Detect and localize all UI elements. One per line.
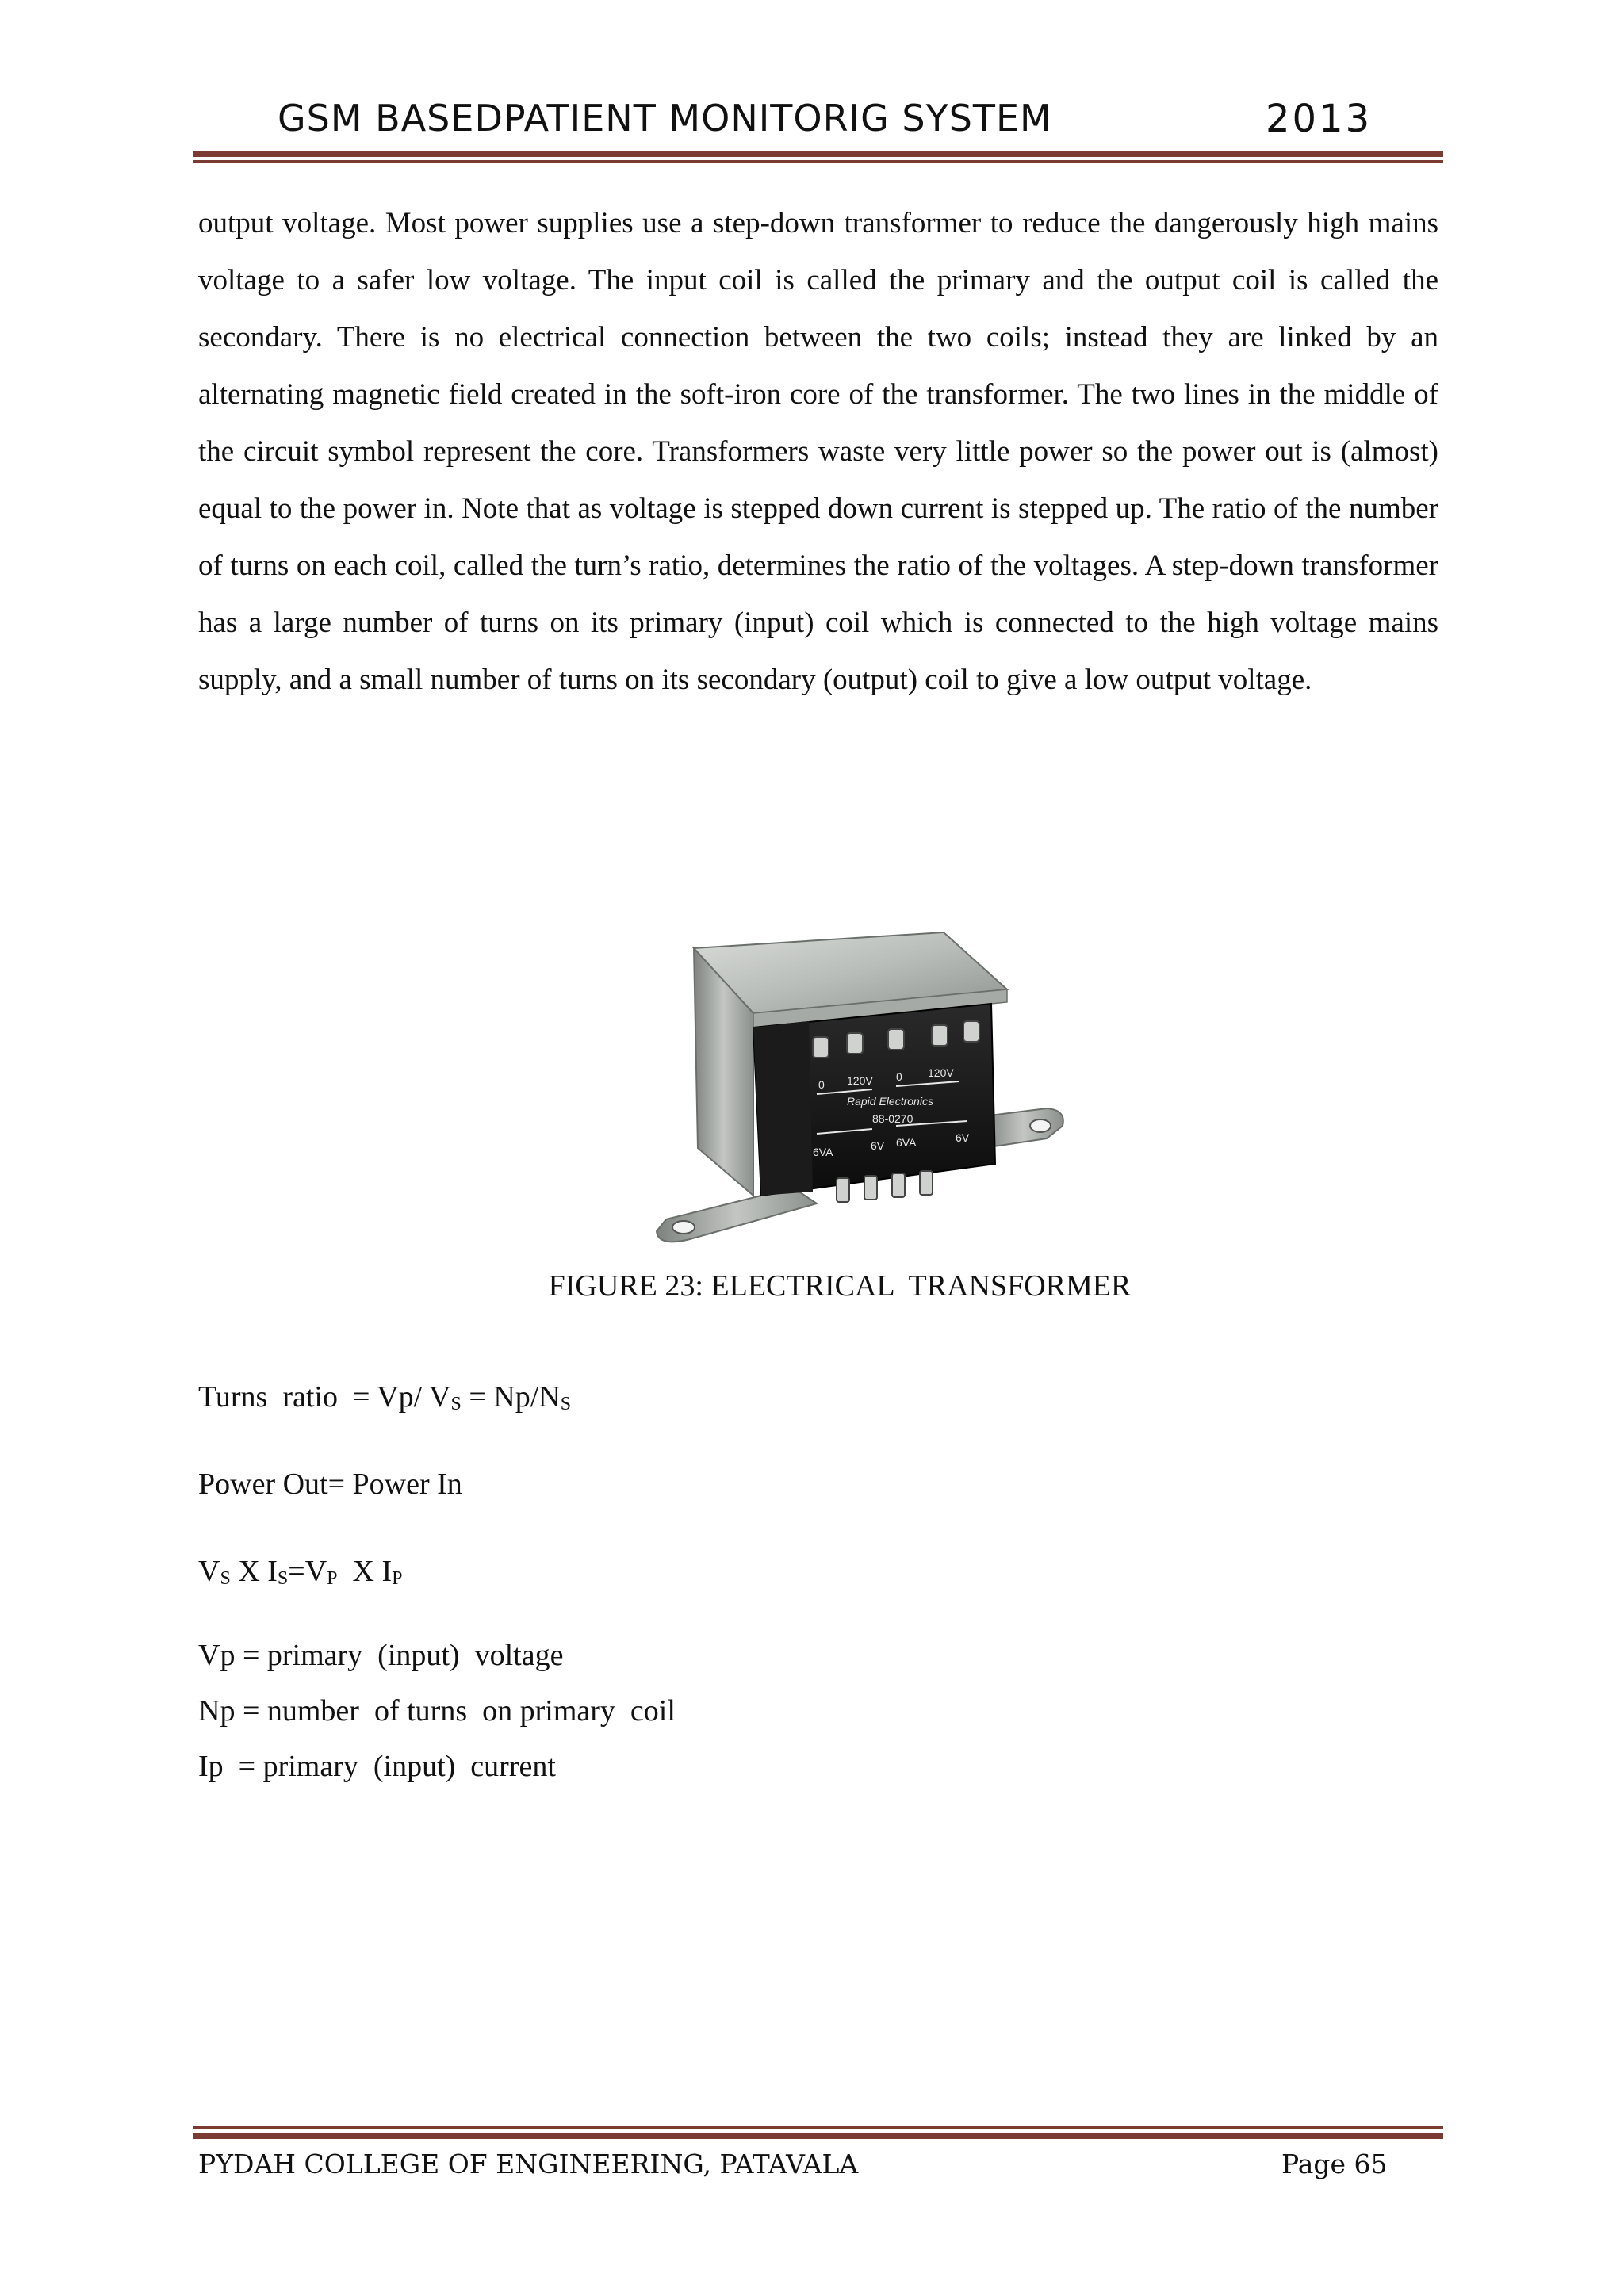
label-6v-left: 6V xyxy=(871,1139,885,1152)
body-paragraph: output voltage. Most power supplies use a step-down transformer to reduce the dangerously high mains voltage to a safer low voltage. The input coil is called the primary and the output coil is called the secondary. There is no electrical connection between the two coils; instead they are linked by an alternating magnetic field created in the soft-iron core of the transformer. The two lines in the middle of the circuit symbol represent the core. Transformers waste very little power so the power out is (almost) equal to the power in. Note that as voltage is stepped down current is stepped up. The ratio of the number of turns on each coil, called the turn’s ratio, determines the ratio of the voltages. A step-down transformer has a large number of turns on its primary (input) coil which is connected to the high voltage mains supply, and a small number of turns on its secondary (output) coil to give a low output voltage. xyxy=(198,207,1438,696)
footer-college: PYDAH COLLEGE OF ENGINEERING, PATAVALA xyxy=(198,2149,859,2179)
definition-ip: Ip = primary (input) current xyxy=(198,1750,556,1783)
transformer-image xyxy=(634,926,1078,1275)
footer-rule-thick xyxy=(193,2133,1443,2139)
definition-np: Np = number of turns on primary coil xyxy=(198,1694,676,1728)
power-formula: Power Out= Power In xyxy=(198,1468,462,1501)
header-title: GSM BASEDPATIENT MONITORIG SYSTEM xyxy=(278,97,1052,140)
footer-rule-thin xyxy=(193,2126,1443,2129)
label-120v-left: 120V xyxy=(847,1074,873,1087)
definition-vp: Vp = primary (input) voltage xyxy=(198,1639,564,1672)
label-0-left: 0 xyxy=(818,1078,825,1091)
label-6va-right: 6VA xyxy=(896,1136,917,1149)
figure-caption: FIGURE 23: ELECTRICAL TRANSFORMER xyxy=(548,1269,1132,1303)
footer-page-number: Page 65 xyxy=(1281,2149,1388,2179)
label-6v-right: 6V xyxy=(956,1131,970,1144)
label-6va-left: 6VA xyxy=(813,1146,833,1158)
label-120v-right: 120V xyxy=(928,1066,954,1079)
header-rule-thick xyxy=(193,151,1443,157)
header-year: 2013 xyxy=(1266,97,1373,141)
label-brand: Rapid Electronics xyxy=(847,1095,933,1108)
vi-formula: $V_S$ X $I_S=V_P$ X $I_P$ xyxy=(198,1555,403,1589)
label-0-right: 0 xyxy=(896,1070,902,1083)
turns-ratio-formula: Turns ratio = Vp/ $V_S = Np/N_S$ xyxy=(198,1380,572,1414)
label-part: 88-0270 xyxy=(872,1112,914,1125)
header-rule-thin xyxy=(193,160,1443,163)
